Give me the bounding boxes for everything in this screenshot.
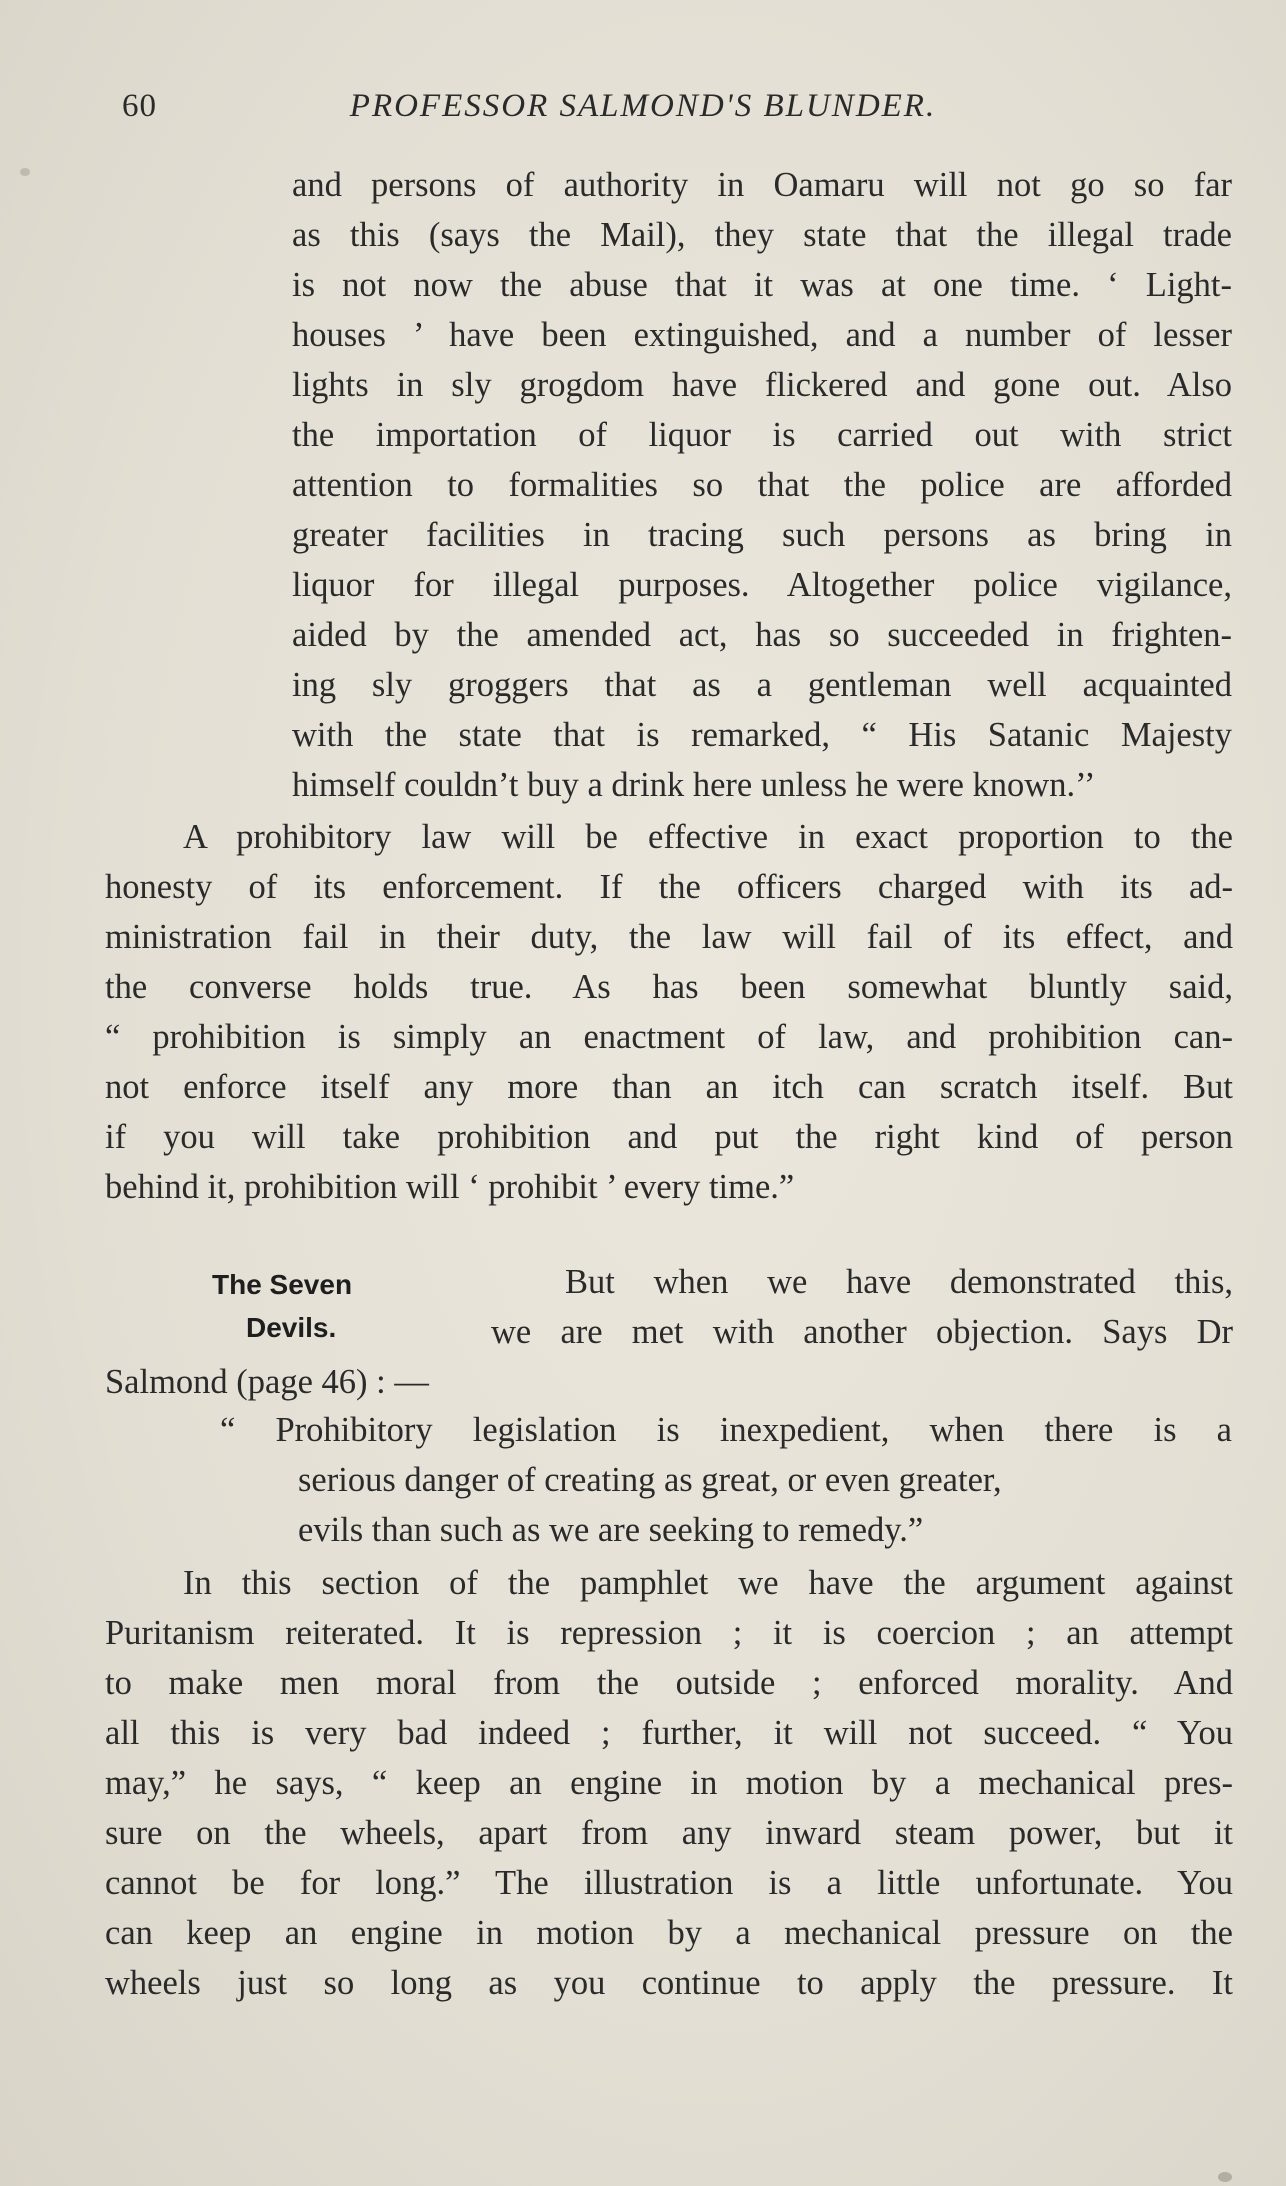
sidenote-line-1: The Seven <box>212 1269 353 1300</box>
quote-line: houses ’ have been extinguished, and a number of lesser <box>292 316 1232 354</box>
quote-line: “ Prohibitory legislation is inexpedient, when there is a <box>220 1411 1232 1449</box>
paragraph-line: we are met with another objection. Says Dr <box>491 1313 1233 1351</box>
paragraph-line: wheels just so long as you continue to apply the pressure. It <box>105 1964 1233 2002</box>
paragraph-line: cannot be for long.” The illustration is a little unfortunate. You <box>105 1864 1233 1902</box>
paragraph-line: can keep an engine in motion by a mechanical pressure on the <box>105 1914 1233 1952</box>
paragraph-line: may,” he says, “ keep an engine in motion by a mechanical pres- <box>105 1764 1233 1802</box>
paragraph-line: honesty of its enforcement. If the officers charged with its ad- <box>105 868 1233 906</box>
paragraph-line: A prohibitory law will be effective in exact proportion to the <box>183 818 1233 856</box>
quote-line: serious danger of creating as great, or even greater, <box>298 1461 1002 1499</box>
paragraph-line: the converse holds true. As has been somewhat bluntly said, <box>105 968 1233 1006</box>
quote-line: himself couldn’t buy a drink here unless he were known.’’ <box>292 766 1096 804</box>
quote-line: greater facilities in tracing such persons as bring in <box>292 516 1232 554</box>
paragraph-line: behind it, prohibition will ‘ prohibit ’ every time.” <box>105 1168 795 1206</box>
quote-line: liquor for illegal purposes. Altogether police vigilance, <box>292 566 1232 604</box>
quote-line: and persons of authority in Oamaru will not go so far <box>292 166 1232 204</box>
paragraph-line: ministration fail in their duty, the law will fail of its effect, and <box>105 918 1233 956</box>
running-title: PROFESSOR SALMOND'S BLUNDER. <box>349 88 937 124</box>
paragraph-line: all this is very bad indeed ; further, it will not succeed. “ You <box>105 1714 1233 1752</box>
quote-line: evils than such as we are seeking to remedy.” <box>298 1511 924 1549</box>
quote-line: ing sly groggers that as a gentleman well acquainted <box>292 666 1232 704</box>
quote-line: with the state that is remarked, “ His Satanic Majesty <box>292 716 1232 754</box>
paragraph-line: In this section of the pamphlet we have the argument against <box>183 1564 1233 1602</box>
quote-line: lights in sly grogdom have flickered and gone out. Also <box>292 366 1232 404</box>
sidenote-line-2: Devils. <box>246 1312 337 1343</box>
paper-speck <box>20 168 30 176</box>
paragraph-line: if you will take prohibition and put the right kind of person <box>105 1118 1233 1156</box>
paragraph-line: to make men moral from the outside ; enforced morality. And <box>105 1664 1233 1702</box>
quote-line: aided by the amended act, has so succeeded in frighten- <box>292 616 1232 654</box>
paragraph-line: “ prohibition is simply an enactment of law, and prohibition can- <box>105 1018 1233 1056</box>
quote-line: as this (says the Mail), they state that the illegal trade <box>292 216 1232 254</box>
paragraph-line: Salmond (page 46) : — <box>105 1363 429 1401</box>
paragraph-line: sure on the wheels, apart from any inward steam power, but it <box>105 1814 1233 1852</box>
quote-line: attention to formalities so that the police are afforded <box>292 466 1232 504</box>
paragraph-line: Puritanism reiterated. It is repression ; it is coercion ; an attempt <box>105 1614 1233 1652</box>
quote-line: is not now the abuse that it was at one time. ‘ Light- <box>292 266 1232 304</box>
page-header <box>0 88 1286 138</box>
quote-line: the importation of liquor is carried out with strict <box>292 416 1232 454</box>
paper-speck <box>1218 2172 1232 2182</box>
paragraph-line: not enforce itself any more than an itch can scratch itself. But <box>105 1068 1233 1106</box>
paragraph-line: But when we have demonstrated this, <box>565 1263 1233 1301</box>
page-number: 60 <box>122 88 157 124</box>
